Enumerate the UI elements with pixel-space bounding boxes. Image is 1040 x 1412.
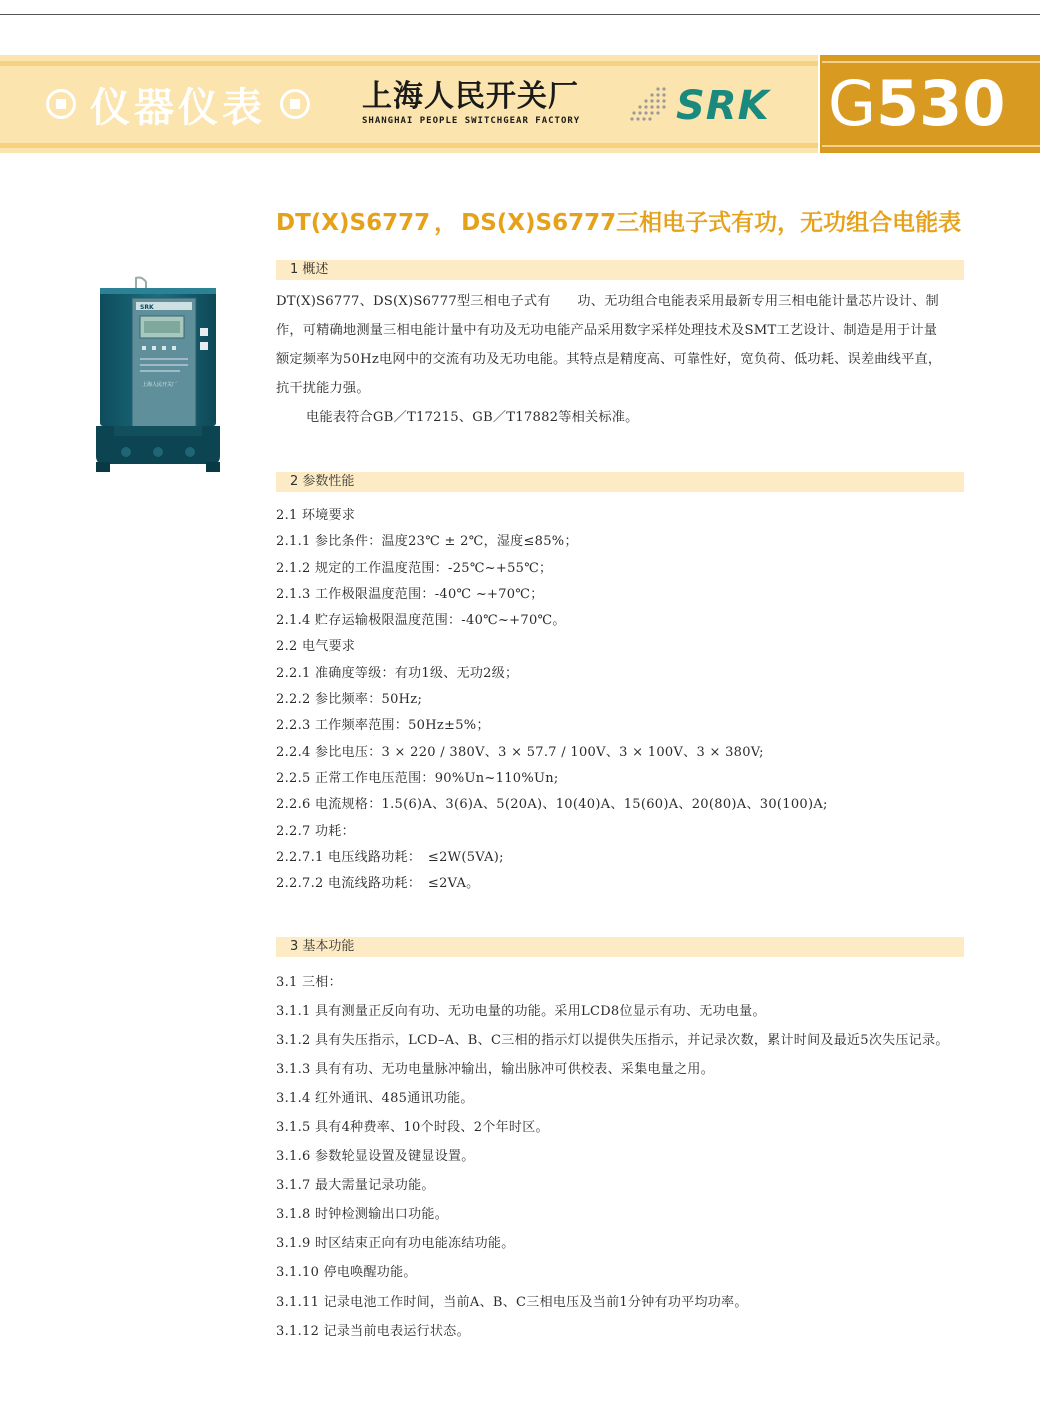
- top-rule: [0, 14, 1040, 15]
- list-item: 2.2.7.1 电压线路功耗： ≤2W(5VA);: [276, 849, 504, 865]
- title-separator: ，: [434, 210, 458, 236]
- list-item: 2.2.3 工作频率范围：50Hz±5%；: [276, 718, 490, 734]
- list-item: 2.1 环境要求: [276, 508, 356, 523]
- list-item: 2.2.1 准确度等级：有功1级、无功2级；: [276, 665, 519, 681]
- title-model-2: DS(X)S6777: [461, 210, 617, 236]
- factory-name-cn: 上海人民开关厂: [362, 79, 579, 114]
- list-item: 2.2.6 电流规格：1.5(6)A、3(6)A、5(20A)、10(40)A、15(60)A、20(80)A、30(100)A;: [276, 797, 828, 813]
- list-item: 2.2.2 参比频率：50Hz;: [276, 692, 423, 708]
- list-item: 3.1.5 具有4种费率、10个时段、2个年时区。: [276, 1120, 549, 1136]
- list-item: 2.1.2 规定的工作温度范围：-25℃~+55℃；: [276, 560, 553, 576]
- list-item: 3.1.8 时钟检测输出口功能。: [276, 1207, 449, 1223]
- functions-list: [276, 968, 976, 1346]
- bullet-circle-icon: [46, 89, 76, 119]
- catalog-code-number: 530: [876, 67, 1006, 140]
- list-item: 3.1.2 具有失压指示，LCD–A、B、C三相的指示灯以提供失压指示，并记录次数，累计时间及最近5次失压记录。: [276, 1033, 949, 1049]
- overview-line: 抗干扰能力强。: [276, 381, 370, 396]
- list-item: 2.1.1 参比条件：温度23℃ ± 2℃，湿度≤85%；: [276, 534, 578, 550]
- dot-pattern-icon: [628, 85, 668, 125]
- section-heading-functions: 3 基本功能: [276, 937, 964, 957]
- list-item: 3.1 三相：: [276, 975, 342, 990]
- title-model-1: DT(X)S6777: [276, 210, 431, 236]
- overview-standard: 电能表符合GB／T17215、GB／T17882等相关标准。: [306, 410, 639, 425]
- list-item: 2.2.7.2 电流线路功耗： ≤2VA。: [276, 876, 480, 892]
- factory-name-en: SHANGHAI PEOPLE SWITCHGEAR FACTORY: [362, 116, 581, 126]
- brand-logo: SRK: [676, 83, 770, 129]
- page-title: [276, 204, 961, 237]
- category-text: 仪器仪表: [90, 84, 266, 131]
- section-heading-overview: 1 概述: [276, 260, 964, 280]
- product-image: [96, 276, 220, 472]
- list-item: 3.1.3 具有有功、无功电量脉冲输出，输出脉冲可供校表、采集电量之用。: [276, 1062, 715, 1078]
- meter-brand-label: SRK: [140, 304, 154, 311]
- list-item: 2.2.5 正常工作电压范围：90%Un~110%Un;: [276, 770, 559, 786]
- list-item: 3.1.1 具有测量正反向有功、无功电量的功能。采用LCD8位显示有功、无功电量。: [276, 1004, 766, 1020]
- category-label: [46, 79, 310, 129]
- list-item: 3.1.7 最大需量记录功能。: [276, 1178, 435, 1194]
- list-item: 2.2.7 功耗：: [276, 823, 355, 839]
- list-item: 3.1.6 参数轮显设置及键显设置。: [276, 1149, 475, 1165]
- header-banner: [0, 55, 1040, 153]
- list-item: 2.1.4 贮存运输极限温度范围：-40℃~+70℃。: [276, 613, 566, 629]
- meter-maker-label: 上海人民开关厂: [142, 382, 178, 388]
- list-item: 2.2 电气要求: [276, 639, 356, 655]
- list-item: 3.1.4 红外通讯、485通讯功能。: [276, 1091, 474, 1107]
- list-item: 3.1.9 时区结束正向有功电能冻结功能。: [276, 1236, 515, 1252]
- factory-logo: [362, 79, 580, 126]
- list-item: 3.1.10 停电唤醒功能。: [276, 1265, 417, 1281]
- overview-line: DT(X)S6777、DS(X)S6777型三相电子式有 功、无功组合电能表采用最新专用三相电能计量芯片设计、制: [276, 294, 939, 309]
- list-item: 3.1.11 记录电池工作时间，当前A、B、C三相电压及当前1分钟有功平均功率。: [276, 1294, 748, 1310]
- overview-line: 额定频率为50Hz电网中的交流有功及无功电能。其特点是精度高、可靠性好，宽负荷、低功耗、误差曲线平直，: [276, 352, 942, 367]
- overview-line: 作，可精确地测量三相电能计量中有功及无功电能产品采用数字采样处理技术及SMT工艺设计、制造是用于计量: [276, 323, 938, 338]
- list-item: 2.1.3 工作极限温度范围：-40℃ ~+70℃；: [276, 586, 544, 602]
- list-item: 2.2.4 参比电压：3 × 220 / 380V、3 × 57.7 / 100V、3 × 100V、3 × 380V;: [276, 744, 764, 760]
- banner-stripe: [0, 61, 818, 66]
- section-heading-parameters: 2 参数性能: [276, 472, 964, 492]
- list-item: 3.1.12 记录当前电表运行状态。: [276, 1323, 470, 1339]
- bullet-circle-icon: [280, 89, 310, 119]
- banner-stripe: [0, 143, 818, 148]
- parameters-list: [276, 503, 976, 897]
- catalog-code-letter: G: [828, 67, 877, 140]
- title-description: 三相电子式有功，无功组合电能表: [616, 210, 962, 236]
- catalog-code: [828, 69, 1005, 139]
- overview-paragraph: [276, 287, 972, 432]
